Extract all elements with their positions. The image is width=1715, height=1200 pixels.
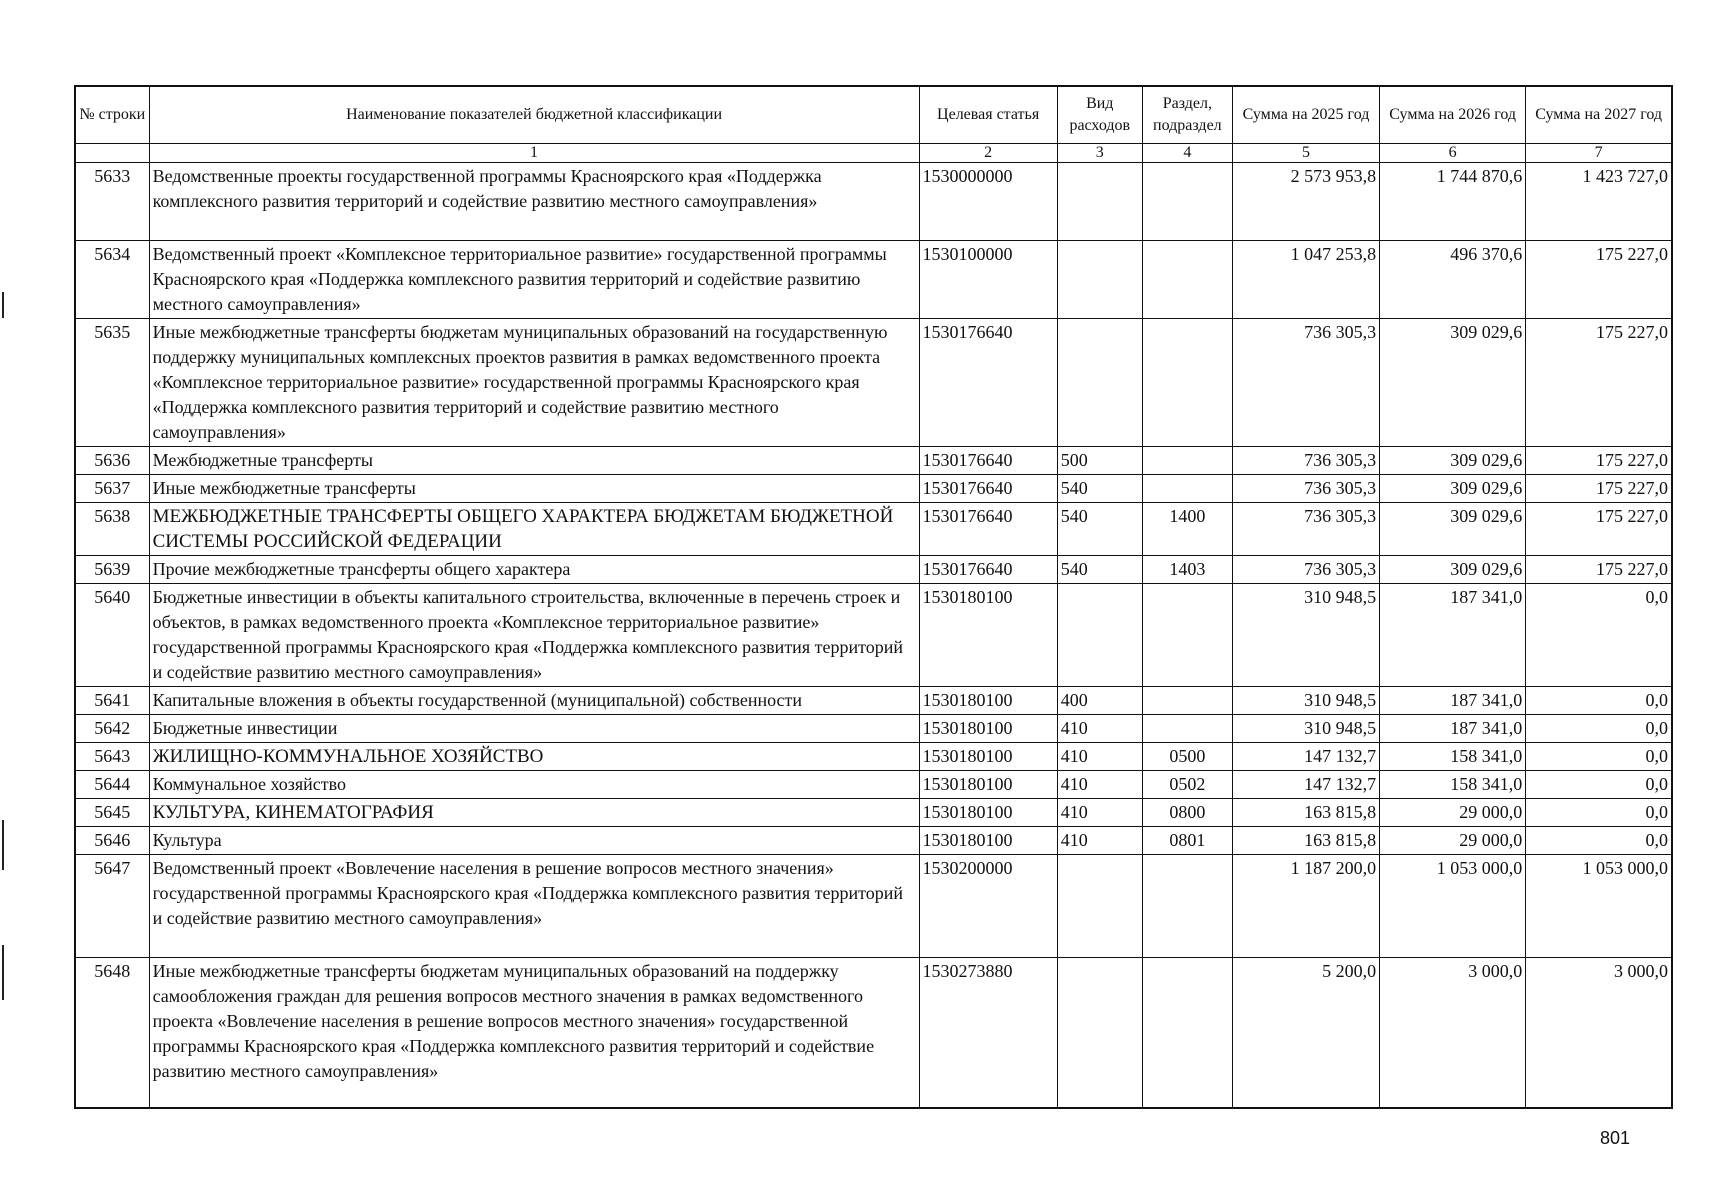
row-sum-2025: 1 187 200,0 — [1232, 855, 1379, 958]
row-sum-2026: 1 744 870,6 — [1380, 163, 1526, 241]
row-section — [1142, 241, 1232, 319]
column-number — [75, 144, 149, 163]
row-target: 1530180100 — [919, 799, 1057, 827]
table-row — [75, 771, 1672, 799]
row-name: Ведомственный проект «Комплексное территориальное развитие» государственной программы Красноярского края «Поддержка комплексного развития территорий и содействие развитию местного самоуправления» — [149, 241, 919, 319]
row-sum-2027: 3 000,0 — [1526, 958, 1672, 1108]
row-sum-2027: 0,0 — [1526, 743, 1672, 771]
row-sum-2025: 736 305,3 — [1232, 319, 1379, 447]
row-target: 1530180100 — [919, 743, 1057, 771]
row-name: Ведомственный проект «Вовлечение населения в решение вопросов местного значения» государственной программы Красноярского края «Поддержка комплексного развития территорий и содействие развитию местного самоуправления» — [149, 855, 919, 958]
row-kind: 410 — [1057, 715, 1142, 743]
row-target: 1530176640 — [919, 319, 1057, 447]
row-target: 1530273880 — [919, 958, 1057, 1108]
row-sum-2027: 1 423 727,0 — [1526, 163, 1672, 241]
row-section — [1142, 319, 1232, 447]
table-row — [75, 958, 1672, 1108]
table-row — [75, 855, 1672, 958]
row-target: 1530000000 — [919, 163, 1057, 241]
table-row — [75, 799, 1672, 827]
row-name: Ведомственные проекты государственной программы Красноярского края «Поддержка комплексного развития территорий и содействие развитию местного самоуправления» — [149, 163, 919, 241]
row-number: 5646 — [75, 827, 149, 855]
header-row-number: № строки — [75, 86, 149, 144]
row-number: 5633 — [75, 163, 149, 241]
row-kind — [1057, 958, 1142, 1108]
header-row — [75, 86, 1672, 144]
row-kind — [1057, 241, 1142, 319]
row-kind: 540 — [1057, 503, 1142, 556]
row-sum-2027: 0,0 — [1526, 715, 1672, 743]
column-number: 5 — [1232, 144, 1379, 163]
row-sum-2026: 158 341,0 — [1380, 771, 1526, 799]
row-number: 5645 — [75, 799, 149, 827]
row-kind — [1057, 163, 1142, 241]
row-number: 5637 — [75, 475, 149, 503]
table-row — [75, 319, 1672, 447]
row-number: 5640 — [75, 584, 149, 687]
row-target: 1530100000 — [919, 241, 1057, 319]
table-row — [75, 743, 1672, 771]
row-sum-2027: 175 227,0 — [1526, 447, 1672, 475]
row-section: 0801 — [1142, 827, 1232, 855]
row-name: Иные межбюджетные трансферты бюджетам муниципальных образований на поддержку самообложения граждан для решения вопросов местного значения в рамках ведомственного проекта «Вовлечение населения в решение вопросов местного значения» государственной программы Красноярского края «Поддержка комплексного развития территорий и содействие развитию местного самоуправления» — [149, 958, 919, 1108]
row-sum-2025: 736 305,3 — [1232, 447, 1379, 475]
row-section: 0500 — [1142, 743, 1232, 771]
scan-mark — [2, 945, 4, 1000]
column-number: 1 — [149, 144, 919, 163]
row-name: Культура — [149, 827, 919, 855]
row-kind: 540 — [1057, 556, 1142, 584]
table-row — [75, 715, 1672, 743]
row-kind — [1057, 319, 1142, 447]
row-section — [1142, 855, 1232, 958]
row-number: 5634 — [75, 241, 149, 319]
row-sum-2027: 0,0 — [1526, 771, 1672, 799]
row-section: 1400 — [1142, 503, 1232, 556]
column-number: 7 — [1526, 144, 1672, 163]
column-number-row — [75, 144, 1672, 163]
row-sum-2027: 1 053 000,0 — [1526, 855, 1672, 958]
row-sum-2025: 5 200,0 — [1232, 958, 1379, 1108]
row-sum-2026: 309 029,6 — [1380, 475, 1526, 503]
row-name: Иные межбюджетные трансферты бюджетам муниципальных образований на государственную поддержку муниципальных комплексных проектов развития в рамках ведомственного проекта «Комплексное территориальное развитие» государственной программы Красноярского края «Поддержка комплексного развития территорий и содействие развитию местного самоуправления» — [149, 319, 919, 447]
row-sum-2025: 147 132,7 — [1232, 743, 1379, 771]
row-name: Бюджетные инвестиции в объекты капитального строительства, включенные в перечень строек и объектов, в рамках ведомственного проекта «Комплексное территориальное развитие» государственной программы Красноярского края «Поддержка комплексного развития территорий и содействие развитию местного самоуправления» — [149, 584, 919, 687]
row-number: 5639 — [75, 556, 149, 584]
row-sum-2025: 736 305,3 — [1232, 556, 1379, 584]
row-target: 1530180100 — [919, 584, 1057, 687]
row-sum-2026: 496 370,6 — [1380, 241, 1526, 319]
row-section — [1142, 447, 1232, 475]
column-number: 4 — [1142, 144, 1232, 163]
row-section — [1142, 163, 1232, 241]
table-row — [75, 584, 1672, 687]
budget-table — [74, 85, 1673, 1109]
row-target: 1530176640 — [919, 503, 1057, 556]
row-name: ЖИЛИЩНО-КОММУНАЛЬНОЕ ХОЗЯЙСТВО — [149, 743, 919, 771]
row-sum-2026: 309 029,6 — [1380, 447, 1526, 475]
row-sum-2027: 0,0 — [1526, 827, 1672, 855]
row-sum-2026: 187 341,0 — [1380, 715, 1526, 743]
column-number: 6 — [1380, 144, 1526, 163]
row-sum-2025: 736 305,3 — [1232, 475, 1379, 503]
row-kind: 410 — [1057, 799, 1142, 827]
row-number: 5648 — [75, 958, 149, 1108]
row-name: МЕЖБЮДЖЕТНЫЕ ТРАНСФЕРТЫ ОБЩЕГО ХАРАКТЕРА БЮДЖЕТАМ БЮДЖЕТНОЙ СИСТЕМЫ РОССИЙСКОЙ ФЕДЕРАЦИИ — [149, 503, 919, 556]
row-section: 0800 — [1142, 799, 1232, 827]
row-target: 1530180100 — [919, 827, 1057, 855]
row-sum-2027: 0,0 — [1526, 687, 1672, 715]
table-row — [75, 687, 1672, 715]
row-name: Капитальные вложения в объекты государственной (муниципальной) собственности — [149, 687, 919, 715]
row-section — [1142, 475, 1232, 503]
scan-mark — [2, 820, 4, 870]
row-sum-2026: 3 000,0 — [1380, 958, 1526, 1108]
header-sum-2025: Сумма на 2025 год — [1232, 86, 1379, 144]
row-sum-2027: 175 227,0 — [1526, 475, 1672, 503]
row-sum-2026: 309 029,6 — [1380, 503, 1526, 556]
row-name: Иные межбюджетные трансферты — [149, 475, 919, 503]
row-target: 1530200000 — [919, 855, 1057, 958]
row-sum-2025: 163 815,8 — [1232, 827, 1379, 855]
row-sum-2026: 29 000,0 — [1380, 799, 1526, 827]
row-number: 5644 — [75, 771, 149, 799]
row-number: 5635 — [75, 319, 149, 447]
row-section — [1142, 715, 1232, 743]
header-sum-2026: Сумма на 2026 год — [1380, 86, 1526, 144]
row-name: Коммунальное хозяйство — [149, 771, 919, 799]
row-sum-2027: 0,0 — [1526, 799, 1672, 827]
row-sum-2026: 187 341,0 — [1380, 584, 1526, 687]
row-sum-2026: 309 029,6 — [1380, 319, 1526, 447]
table-row — [75, 163, 1672, 241]
row-sum-2027: 175 227,0 — [1526, 556, 1672, 584]
row-number: 5641 — [75, 687, 149, 715]
row-section: 1403 — [1142, 556, 1232, 584]
row-target: 1530176640 — [919, 556, 1057, 584]
row-kind — [1057, 584, 1142, 687]
row-section — [1142, 687, 1232, 715]
row-kind: 410 — [1057, 827, 1142, 855]
row-sum-2025: 163 815,8 — [1232, 799, 1379, 827]
row-sum-2026: 29 000,0 — [1380, 827, 1526, 855]
column-number: 3 — [1057, 144, 1142, 163]
table-row — [75, 475, 1672, 503]
row-number: 5647 — [75, 855, 149, 958]
table-body — [75, 163, 1672, 1108]
row-sum-2027: 175 227,0 — [1526, 241, 1672, 319]
row-number: 5643 — [75, 743, 149, 771]
row-section — [1142, 958, 1232, 1108]
row-kind: 410 — [1057, 743, 1142, 771]
header-target: Целевая статья — [919, 86, 1057, 144]
header-sum-2027: Сумма на 2027 год — [1526, 86, 1672, 144]
row-target: 1530176640 — [919, 447, 1057, 475]
row-section — [1142, 584, 1232, 687]
row-target: 1530180100 — [919, 715, 1057, 743]
row-section: 0502 — [1142, 771, 1232, 799]
row-target: 1530180100 — [919, 687, 1057, 715]
row-number: 5638 — [75, 503, 149, 556]
row-name: Бюджетные инвестиции — [149, 715, 919, 743]
row-sum-2026: 309 029,6 — [1380, 556, 1526, 584]
table-row — [75, 241, 1672, 319]
row-sum-2027: 175 227,0 — [1526, 319, 1672, 447]
row-kind: 500 — [1057, 447, 1142, 475]
table-row — [75, 447, 1672, 475]
scan-mark — [2, 292, 4, 318]
row-number: 5642 — [75, 715, 149, 743]
row-sum-2026: 1 053 000,0 — [1380, 855, 1526, 958]
row-target: 1530180100 — [919, 771, 1057, 799]
row-sum-2025: 2 573 953,8 — [1232, 163, 1379, 241]
row-kind — [1057, 855, 1142, 958]
row-number: 5636 — [75, 447, 149, 475]
row-sum-2027: 0,0 — [1526, 584, 1672, 687]
table-row — [75, 503, 1672, 556]
row-sum-2025: 736 305,3 — [1232, 503, 1379, 556]
header-kind: Вид расходов — [1057, 86, 1142, 144]
header-name: Наименование показателей бюджетной классификации — [149, 86, 919, 144]
row-sum-2025: 310 948,5 — [1232, 687, 1379, 715]
table-row — [75, 556, 1672, 584]
row-name: КУЛЬТУРА, КИНЕМАТОГРАФИЯ — [149, 799, 919, 827]
row-sum-2025: 310 948,5 — [1232, 715, 1379, 743]
row-sum-2026: 158 341,0 — [1380, 743, 1526, 771]
column-number: 2 — [919, 144, 1057, 163]
row-kind: 400 — [1057, 687, 1142, 715]
row-kind: 410 — [1057, 771, 1142, 799]
row-sum-2025: 147 132,7 — [1232, 771, 1379, 799]
header-section: Раздел, подраздел — [1142, 86, 1232, 144]
page-number: 801 — [1600, 1128, 1631, 1148]
table-row — [75, 827, 1672, 855]
row-sum-2025: 1 047 253,8 — [1232, 241, 1379, 319]
row-name: Прочие межбюджетные трансферты общего характера — [149, 556, 919, 584]
row-kind: 540 — [1057, 475, 1142, 503]
row-sum-2025: 310 948,5 — [1232, 584, 1379, 687]
row-name: Межбюджетные трансферты — [149, 447, 919, 475]
row-sum-2026: 187 341,0 — [1380, 687, 1526, 715]
row-target: 1530176640 — [919, 475, 1057, 503]
row-sum-2027: 175 227,0 — [1526, 503, 1672, 556]
